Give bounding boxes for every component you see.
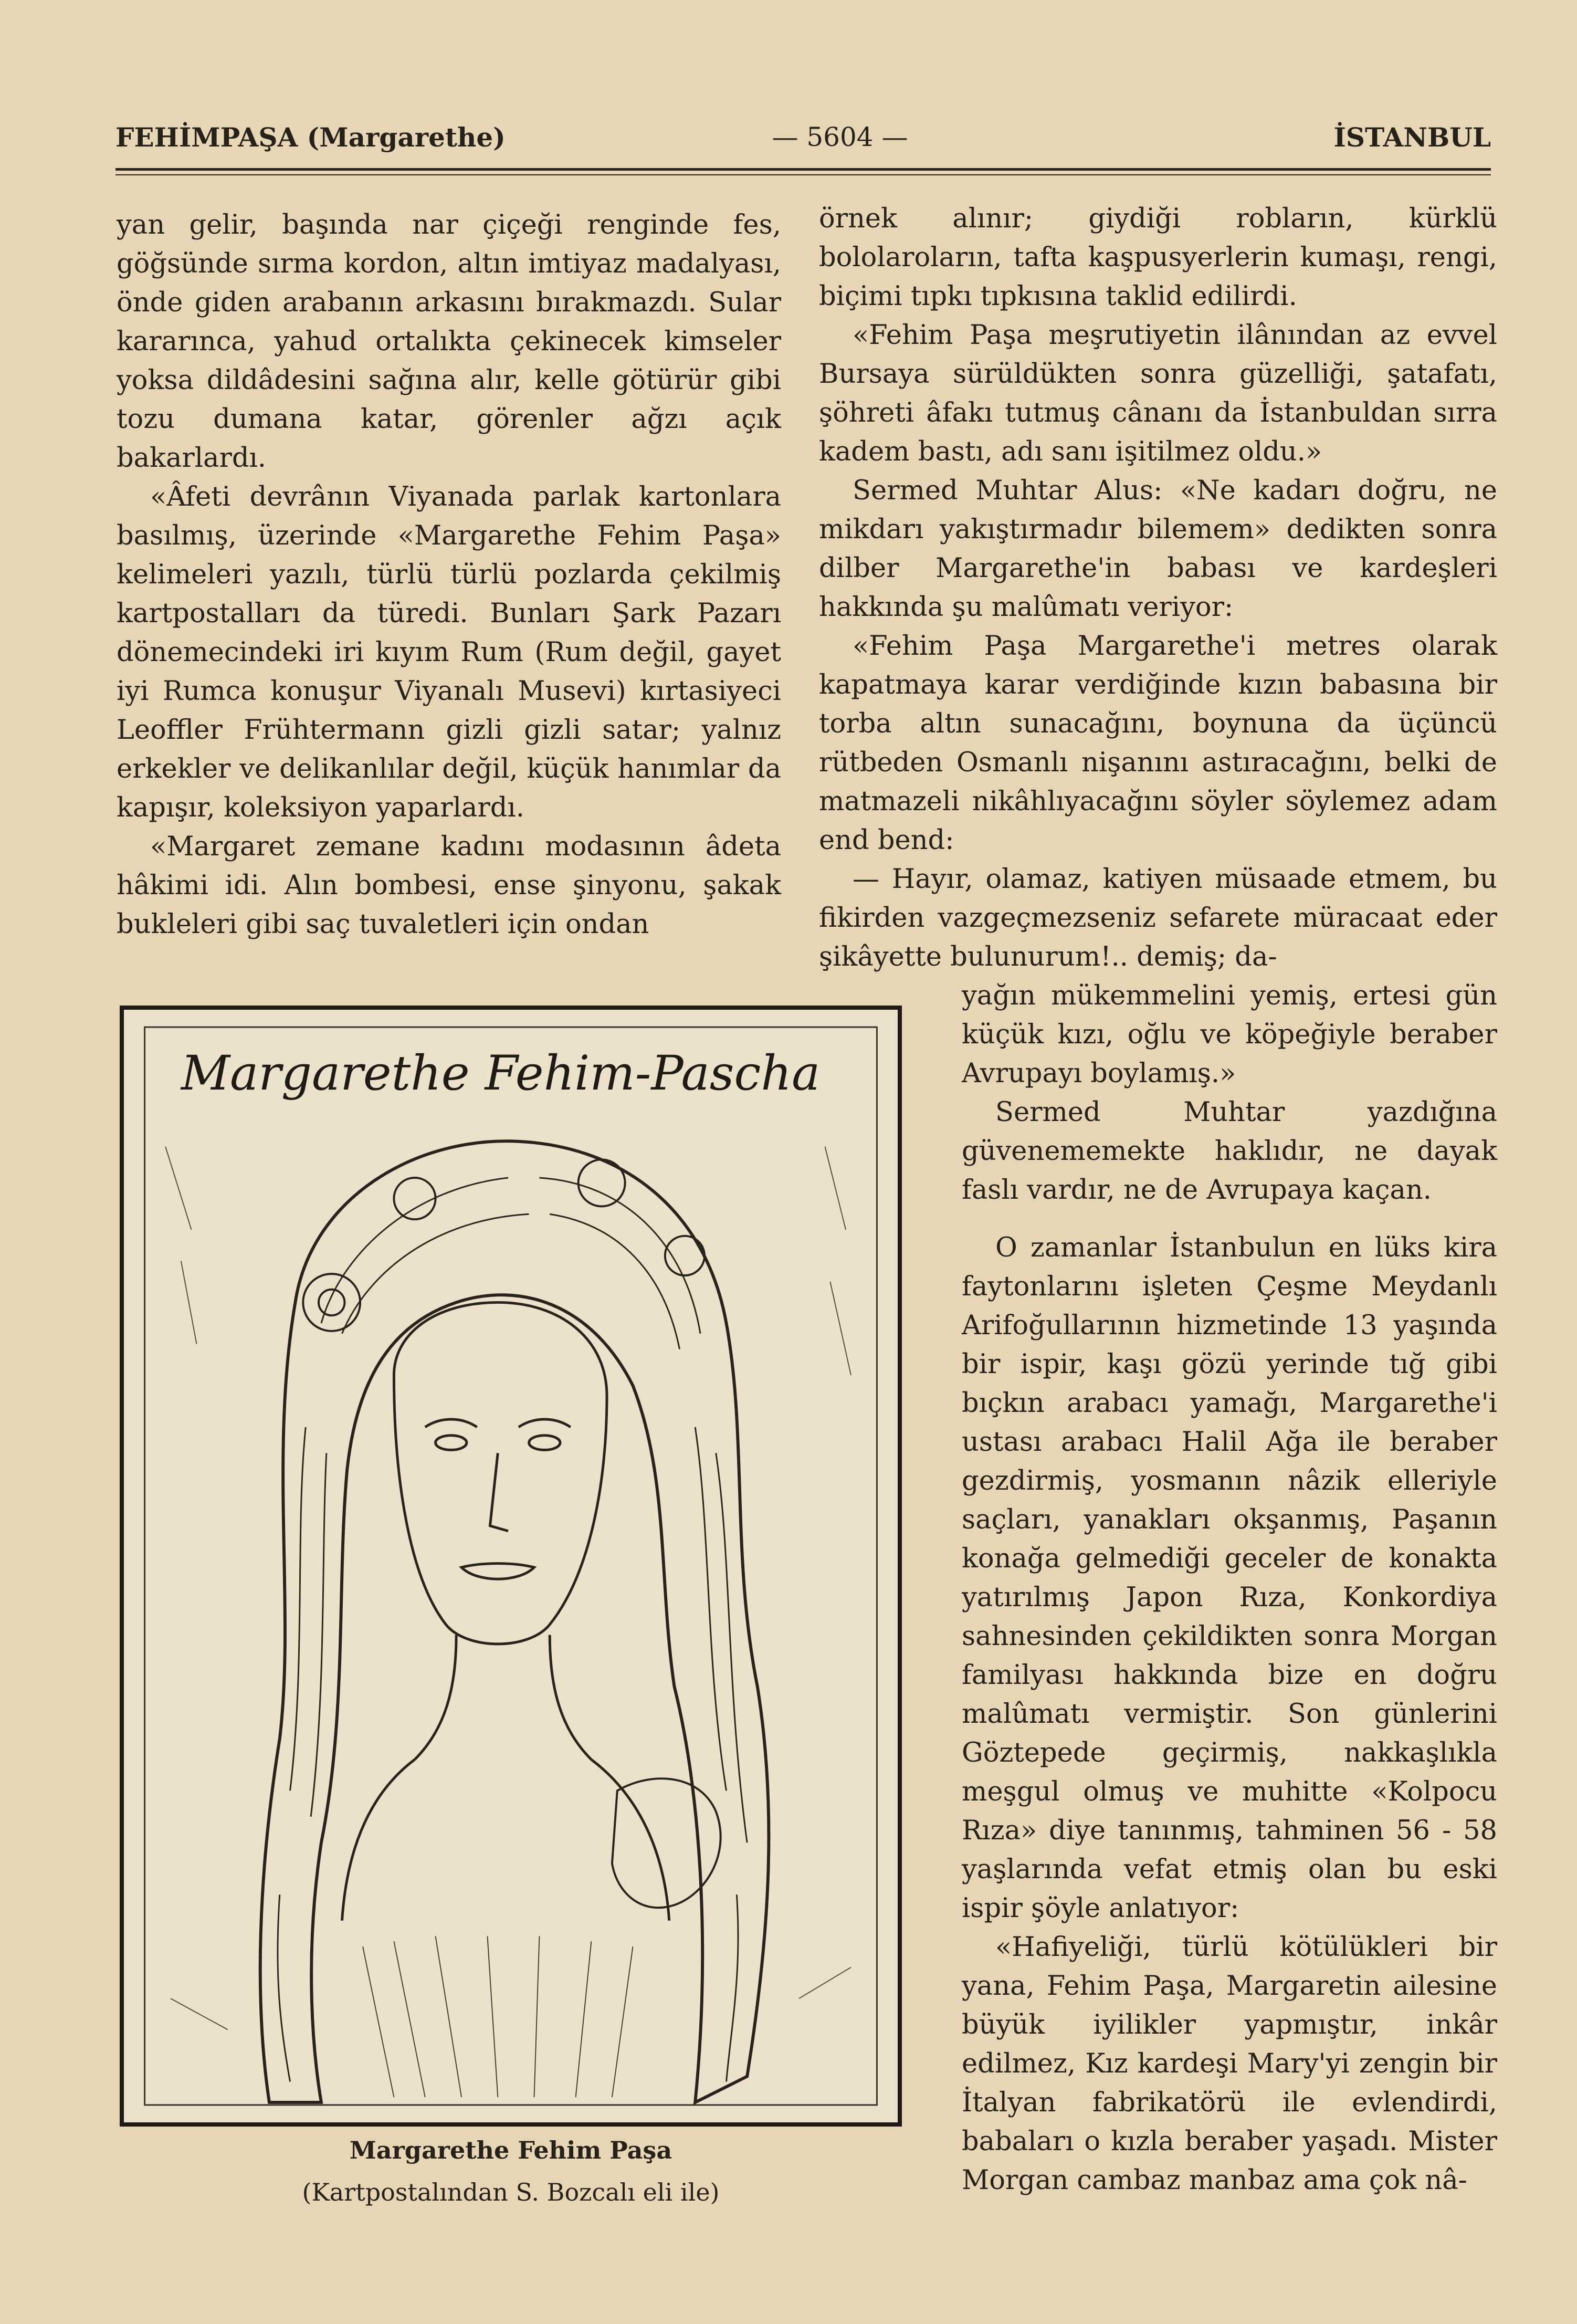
caption-credit: (Kartpostalından S. Bozcalı eli ile) bbox=[302, 2178, 720, 2206]
hair-strokes bbox=[278, 1178, 747, 2081]
inner-frame bbox=[145, 1027, 877, 2105]
right-column-bottom bbox=[962, 977, 1497, 2200]
caption-title: Margarethe Fehim Paşa bbox=[349, 2136, 672, 2164]
paragraph: Sermed Muhtar Alus: «Ne kadarı doğru, ne mikdarı yakıştırmadır bilemem» dedikten sonra dilber Margarethe'in babası ve kardeşleri hakkında şu malûmatı veriyor: bbox=[819, 475, 1497, 623]
header-rule-thick bbox=[115, 168, 1491, 171]
header-article-title: FEHİMPAŞA (Margarethe) bbox=[115, 122, 506, 153]
signature-lettering: Margarethe Fehim-Pascha bbox=[181, 1045, 821, 1101]
paragraph: yağın mükemmelini yemiş, ertesi gün küçük kızı, oğlu ve köpeğiyle beraber Avrupayı boylamış.» bbox=[962, 980, 1497, 1089]
header-publication: İSTANBUL bbox=[1333, 122, 1491, 153]
paragraph: «Âfeti devrânın Viyanada parlak kartonlara basılmış, üzerinde «Margarethe Fehim Paşa» kelimeleri yazılı, türlü türlü pozlarda çekilmiş kartpostalları da türedi. Bunları Şark Pazarı dönemecindeki iri kıyım Rum (Rum değil, gayet iyi Rumca konuşur Viyanalı Musevi) kırtasiyeci Leoffler Frühtermann gizli gizli satar; yalnız erkekler ve delikanlılar değil, küçük hanımlar da kapışır, koleksiyon yaparlardı. bbox=[117, 481, 781, 823]
neck-shoulders bbox=[342, 1635, 669, 1921]
background-strokes bbox=[165, 1147, 851, 2030]
running-header bbox=[115, 122, 1491, 159]
dress-hatching bbox=[363, 1936, 633, 2097]
paragraph: O zamanlar İstanbulun en lüks kira faytonlarını işleten Çeşme Meydanlı Arifoğullarının hizmetinde 13 yaşında bir ispir, kaşı gözü yerinde tığ gibi bıçkın arabacı yamağı, Margarethe'i ustası arabacı Halil Ağa ile beraber gezdirmiş, yosmanın nâzik elleriyle saçları, yanakları okşanmış, Paşanın konağa gelmediği geceler de konakta yatırılmış Japon Rıza, Konkordiya sahnesinden çekildikten sonra Morgan familyası hakkında bize en doğru malûmatı vermiştir. Son günlerini Göztepede geçirmiş, nakkaşlıkla meşgul olmuş ve muhitte «Kolpocu Rıza» diye tanınmış, tahminen 56 - 58 yaşlarında vefat etmiş olan bu eski ispir şöyle anlatıyor: bbox=[962, 1232, 1497, 1924]
portrait-drawing bbox=[124, 1010, 898, 2122]
paragraph: «Margaret zemane kadını modasının âdeta hâkimi idi. Alın bombesi, ense şinyonu, şakak bukleleri gibi saç tuvaletleri için ondan bbox=[117, 831, 781, 940]
right-column-top bbox=[819, 200, 1497, 977]
page-number: — 5604 — bbox=[772, 122, 908, 152]
paragraph: «Fehim Paşa meşrutiyetin ilânından az evvel Bursaya sürüldükten sonra güzelliği, şatafatı, şöhreti âfakı tutmuş cânanı da İstanbuldan sırra kadem bastı, adı sanı işitilmez oldu.» bbox=[819, 320, 1497, 467]
portrait-illustration bbox=[120, 1006, 902, 2127]
paragraph: — Hayır, olamaz, katiyen müsaade etmem, bu fikirden vazgeçmezseniz sefarete müracaat eder şikâyette bulunurum!.. demiş; da- bbox=[819, 864, 1497, 972]
paragraph: yan gelir, başında nar çiçeği renginde fes, göğsünde sırma kordon, altın imtiyaz madalyası, önde giden arabanın arkasını bırakmazdı. Sular kararınca, yahud ortalıkta çekinecek kimseler yoksa dildâdesini sağına alır, kelle götürür gibi tozu dumana katar, görenler ağzı açık bakarlardı. bbox=[117, 210, 781, 474]
section-gap bbox=[962, 1210, 1497, 1229]
facial-features bbox=[425, 1419, 571, 1579]
face-outline bbox=[394, 1302, 607, 1643]
paragraph: örnek alınır; giydiği robların, kürklü bololaroların, tafta kaşpusyerlerin kumaşı, rengi, biçimi tıpkı tıpkısına taklid edilirdi. bbox=[819, 203, 1497, 312]
paragraph: «Hafiyeliği, türlü kötülükleri bir yana, Fehim Paşa, Margaretin ailesine büyük iyilikler yapmıştır, inkâr edilmez, Kız kardeşi Mary'yi zengin bir İtalyan fabrikatörü ile evlendirdi, babaları o kızla beraber yaşadı. Mister Morgan cambaz manbaz ama çok nâ- bbox=[962, 1932, 1497, 2196]
header-rule-thin bbox=[115, 174, 1491, 175]
left-column bbox=[117, 206, 781, 944]
paragraph: «Fehim Paşa Margarethe'i metres olarak kapatmaya karar verdiğinde kızın babasına bir torba altın sunacağını, boynuna da üçüncü rütbeden Osmanlı nişanını astıracağını, belki de matmazeli nikâhlıyacağını söyler söylemez adam end bend: bbox=[819, 631, 1497, 856]
paragraph: Sermed Muhtar yazdığına güvenememekte haklıdır, ne dayak faslı vardır, ne de Avrupaya kaçan. bbox=[962, 1097, 1497, 1206]
